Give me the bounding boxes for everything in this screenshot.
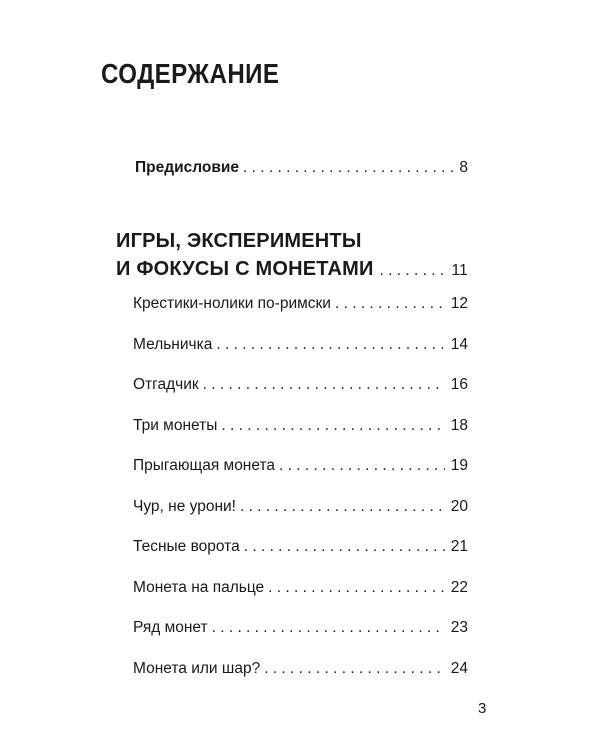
leader-dots <box>216 335 444 355</box>
toc-entry[interactable] <box>133 659 468 679</box>
toc-entry-page: 16 <box>450 376 468 393</box>
leader-dots <box>240 497 445 517</box>
toc-entry-page: 20 <box>450 498 468 515</box>
toc-entry-page: 12 <box>450 295 468 312</box>
toc-entry-page: 8 <box>459 159 468 176</box>
toc-entry[interactable] <box>133 335 468 355</box>
section-page: 11 <box>451 262 468 279</box>
leader-dots <box>221 416 444 436</box>
section-title-line1: ИГРЫ, ЭКСПЕРИМЕНТЫ <box>116 230 362 252</box>
toc-entry-page: 21 <box>450 538 468 555</box>
toc-entry-page: 24 <box>450 660 468 677</box>
toc-entry-label: Прыгающая монета <box>133 457 276 474</box>
toc-entry-page: 19 <box>450 457 468 474</box>
toc-entry-preface[interactable] <box>135 158 468 178</box>
toc-entry-page: 14 <box>450 336 468 353</box>
toc-entry-label: Ряд монет <box>133 619 208 636</box>
leader-dots <box>268 578 445 598</box>
toc-entry-page: 18 <box>450 417 468 434</box>
toc-entry-label: Три монеты <box>133 417 218 434</box>
toc-entry[interactable] <box>133 294 468 314</box>
leader-dots <box>243 158 453 178</box>
leader-dots <box>264 659 445 679</box>
toc-entry[interactable] <box>133 375 468 395</box>
leader-dots <box>203 375 445 395</box>
page-title: СОДЕРЖАНИЕ <box>101 58 280 89</box>
toc-entry-label: Предисловие <box>135 159 240 176</box>
toc-entry-label: Отгадчик <box>133 376 199 393</box>
leader-dots <box>335 294 445 314</box>
toc-entry[interactable] <box>133 618 468 638</box>
toc-entry[interactable] <box>133 578 468 598</box>
leader-dots <box>279 456 445 476</box>
leader-dots <box>374 257 446 285</box>
leader-dots <box>212 618 445 638</box>
toc-entry-label: Монета на пальце <box>133 579 265 596</box>
toc-entry-label: Тесные ворота <box>133 538 240 555</box>
toc-entry[interactable] <box>133 537 468 557</box>
toc-entry[interactable] <box>133 456 468 476</box>
toc-entry-label: Монета или шар? <box>133 660 261 677</box>
toc-entry-label: Чур, не урони! <box>133 498 236 515</box>
section-title-line2: И ФОКУСЫ С МОНЕТАМИ <box>116 258 374 280</box>
toc-entry-page: 23 <box>450 619 468 636</box>
section-heading[interactable] <box>116 227 468 285</box>
toc-entry-label: Мельничка <box>133 336 213 353</box>
page-number: 3 <box>478 700 487 717</box>
toc-entry-page: 22 <box>450 579 468 596</box>
leader-dots <box>244 537 445 557</box>
toc-entry[interactable] <box>133 497 468 517</box>
toc-entry[interactable] <box>133 416 468 436</box>
toc-entry-label: Крестики-нолики по-римски <box>133 295 331 312</box>
